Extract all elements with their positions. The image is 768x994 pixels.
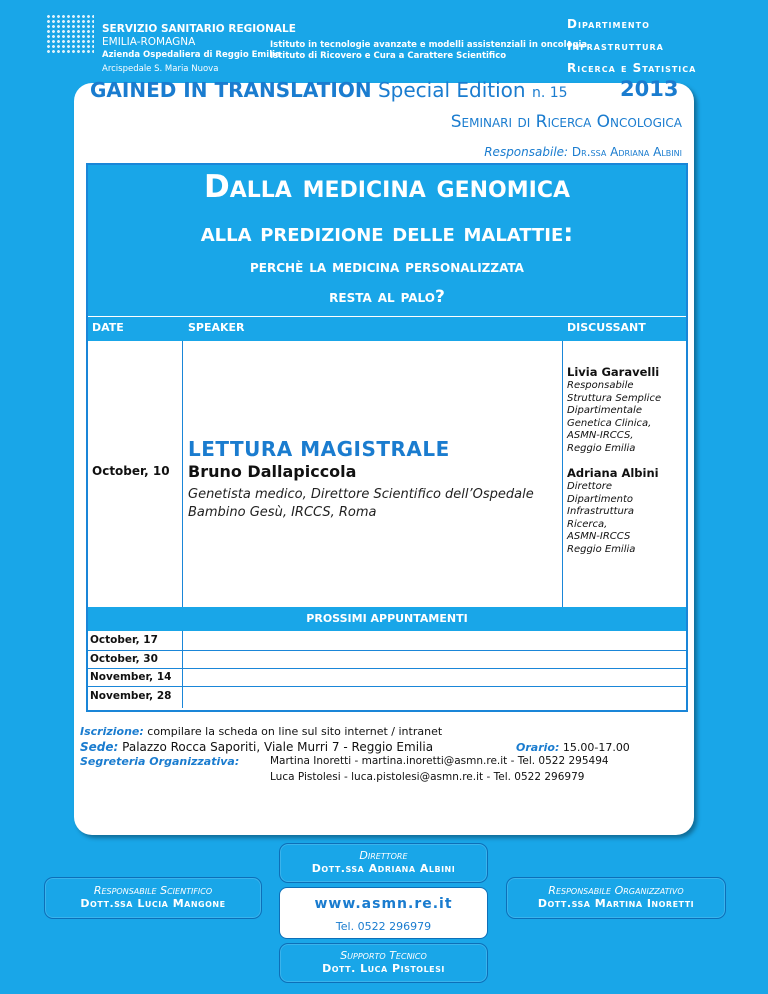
resp-scientifico-box <box>44 877 262 919</box>
role-line: Struttura Semplice <box>567 392 662 404</box>
segreteria <box>80 755 239 768</box>
responsabile-label: Responsabile: <box>484 145 569 159</box>
contact-phone: Tel. 0522 296979 <box>335 920 432 933</box>
istituto-line1: Istituto in tecnologie avanzate e modelli assistenziali in oncologia <box>270 40 588 50</box>
row-divider <box>88 686 686 687</box>
upcoming-date-1: October, 17 <box>90 634 158 646</box>
prossimi-header: PROSSIMI APPUNTAMENTI <box>88 607 686 631</box>
col-divider-3 <box>182 631 183 708</box>
role-line: Reggio Emilia <box>567 442 636 454</box>
segreteria-contact-1: Martina Inoretti - martina.inoretti@asmn.re.it - Tel. 0522 295494 <box>270 755 609 767</box>
supporto-role: Supporto Tecnico <box>340 949 427 962</box>
direttore-name: Dott.ssa Adriana Albini <box>311 862 456 875</box>
resp-organizzativo-box <box>506 877 726 919</box>
arcispedale: Arcispedale S. Maria Nuova <box>102 64 219 74</box>
col-speaker-header: SPEAKER <box>188 321 245 334</box>
col-divider-1 <box>182 341 183 607</box>
org-line3: Azienda Ospedaliera di Reggio Emilia <box>102 50 281 60</box>
discussant-2-role <box>567 481 685 556</box>
discussants <box>567 364 685 556</box>
department <box>567 13 696 79</box>
responsabile <box>484 145 682 159</box>
upcoming-date-3: November, 14 <box>90 671 172 683</box>
series-edition: Special Edition <box>377 78 526 102</box>
direttore-box <box>279 843 488 883</box>
website-box <box>279 887 488 939</box>
iscrizione-label: Iscrizione: <box>80 725 144 738</box>
iscrizione <box>80 725 442 738</box>
supporto-name: Dott. Luca Pistolesi <box>322 962 445 975</box>
segreteria-contact-2: Luca Pistolesi - luca.pistolesi@asmn.re.it - Tel. 0522 296979 <box>270 771 585 783</box>
logo-dot-grid <box>46 14 94 54</box>
event-title-line4: resta al palo? <box>329 287 445 307</box>
col-divider-2 <box>562 341 563 607</box>
event-title-line2: alla predizione delle malattie: <box>200 218 574 247</box>
upcoming-date-4: November, 28 <box>90 690 172 702</box>
col-discussant-header: DISCUSSANT <box>567 321 646 334</box>
dept-line3: Ricerca e Statistica <box>567 61 697 75</box>
role-line: Responsabile <box>567 380 634 391</box>
dept-line1: Dipartimento <box>567 17 650 31</box>
org-name <box>102 23 296 62</box>
event-title-bar <box>88 165 686 316</box>
role-line: Direttore <box>567 481 612 492</box>
sede-label: Sede: <box>80 740 119 754</box>
iscrizione-text: compilare la scheda on line sul sito internet / intranet <box>147 725 443 738</box>
direttore-role: Direttore <box>359 849 408 862</box>
segreteria-label: Segreteria Organizzativa: <box>80 755 240 768</box>
role-line: Genetica Clinica, <box>567 417 652 429</box>
responsabile-name: Dr.ssa Adriana Albini <box>571 145 682 159</box>
col-date-header: DATE <box>92 321 124 334</box>
speaker-name: Bruno Dallapiccola <box>188 462 357 481</box>
table-header-row <box>88 317 686 341</box>
event-date: October, 10 <box>92 464 170 478</box>
seminari-title: Seminari di Ricerca Oncologica <box>450 112 682 132</box>
series-year: 2013 <box>620 77 679 101</box>
lettura-magistrale: LETTURA MAGISTRALE <box>188 437 450 461</box>
role-line: ASMN-IRCCS <box>567 531 631 542</box>
resp-scientifico-role: Responsabile Scientifico <box>93 884 213 897</box>
orario-label: Orario: <box>516 741 560 754</box>
role-line: ASMN-IRCCS, <box>567 430 634 441</box>
series-number: n. 15 <box>531 85 568 101</box>
event-title-line3: perchè la medicina personalizzata <box>250 257 524 277</box>
supporto-box <box>279 943 488 983</box>
role-line: Ricerca, <box>567 518 608 530</box>
role-line: Dipartimentale <box>567 405 642 416</box>
org-line1: SERVIZIO SANITARIO REGIONALE <box>102 23 296 35</box>
role-line: Infrastruttura <box>567 506 635 517</box>
event-title-line1: Dalla medicina genomica <box>204 169 570 205</box>
orario-text: 15.00-17.00 <box>562 741 630 754</box>
sede-text: Palazzo Rocca Saporiti, Viale Murri 7 - Reggio Emilia <box>122 740 434 754</box>
website-link[interactable]: www.asmn.re.it <box>314 896 453 912</box>
resp-organizzativo-name: Dott.ssa Martina Inoretti <box>537 897 695 910</box>
sede <box>80 740 433 754</box>
series-title <box>90 78 568 102</box>
istituto-line2: Istituto di Ricovero e Cura a Carattere Scientifico <box>270 51 507 61</box>
discussant-1-role <box>567 380 685 455</box>
orario <box>516 741 630 754</box>
role-line: Reggio Emilia <box>567 543 636 555</box>
resp-organizzativo-role: Responsabile Organizzativo <box>548 884 684 897</box>
resp-scientifico-name: Dott.ssa Lucia Mangone <box>80 897 226 910</box>
istituto <box>270 40 587 62</box>
discussant-2-name: Adriana Albini <box>567 466 659 480</box>
role-line: Dipartimento <box>567 493 634 505</box>
discussant-1-name: Livia Garavelli <box>567 365 660 379</box>
dept-line2: Infrastruttura <box>567 39 664 53</box>
upcoming-date-2: October, 30 <box>90 653 158 665</box>
series-name: GAINED IN TRANSLATION <box>90 78 372 102</box>
speaker-role: Genetista medico, Direttore Scientifico dell’Ospedale Bambino Gesù, IRCCS, Roma <box>188 487 534 520</box>
org-line2: EMILIA-ROMAGNA <box>102 36 196 48</box>
